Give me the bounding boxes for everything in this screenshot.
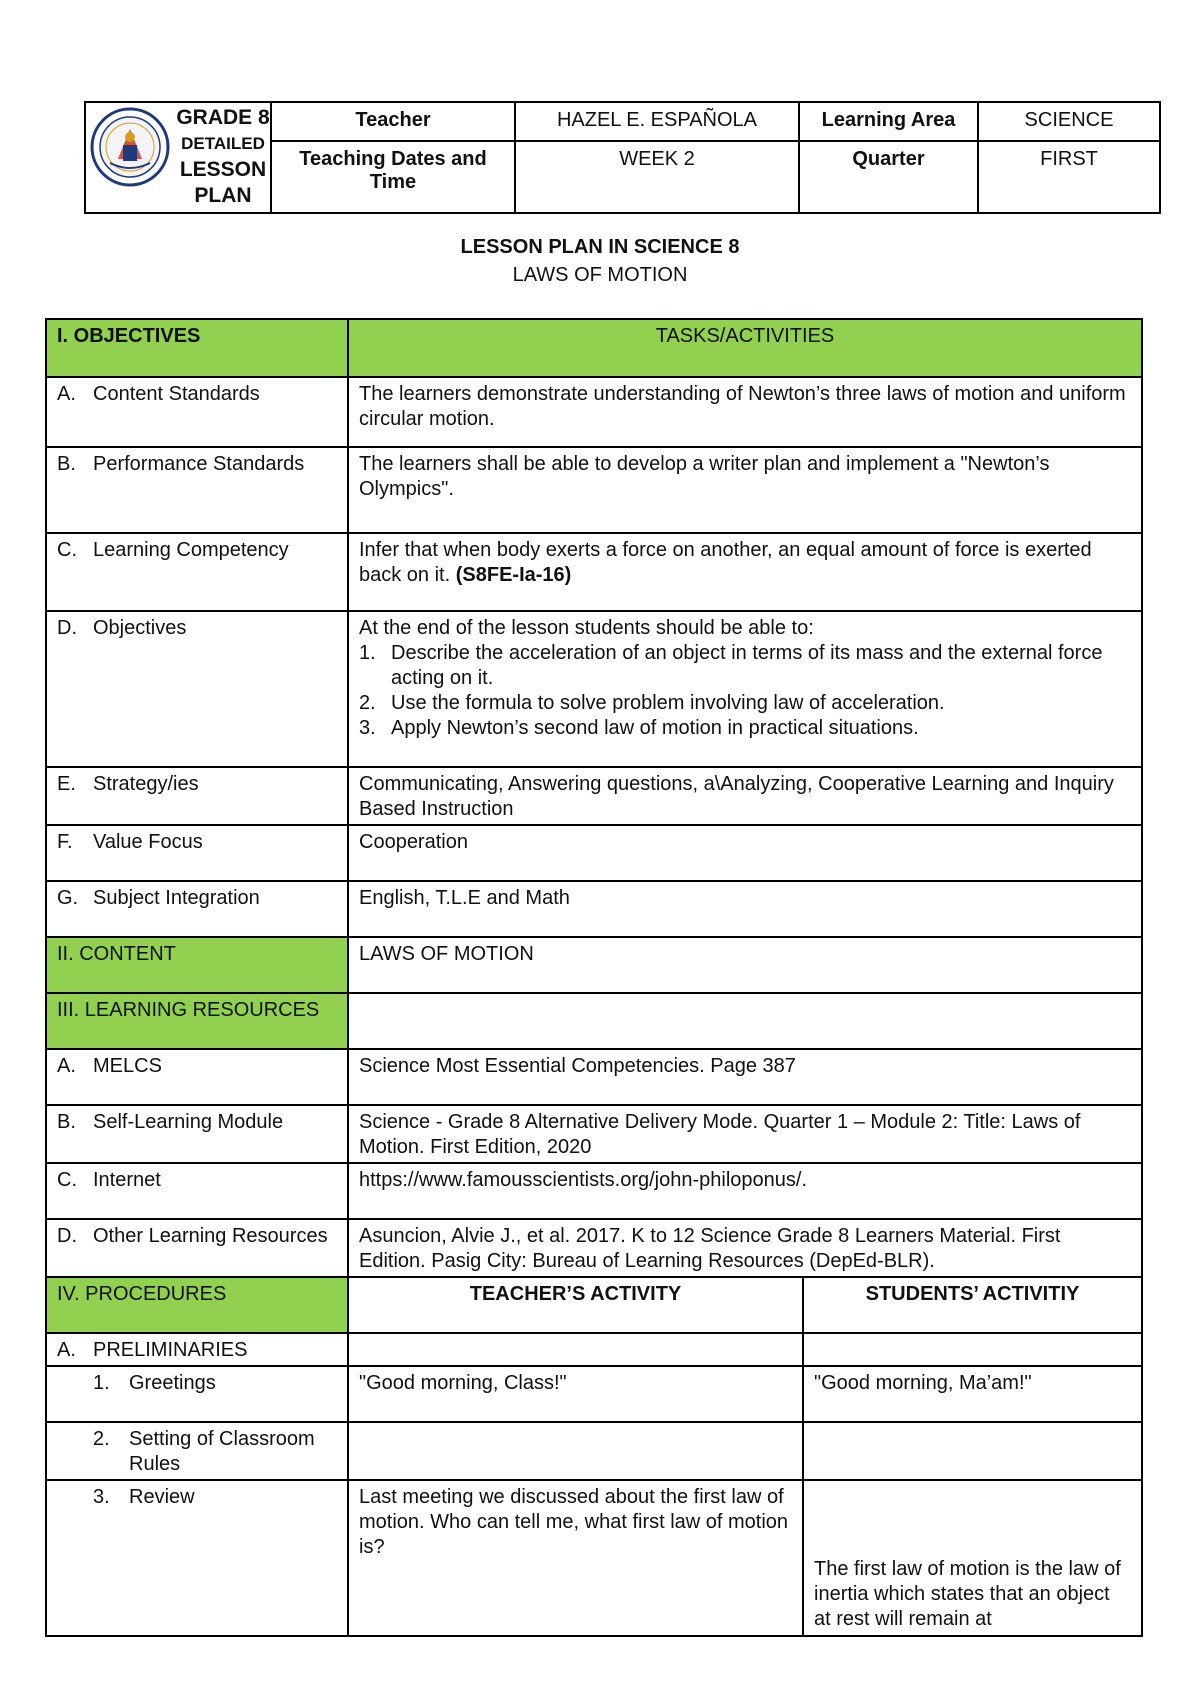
page-title: LESSON PLAN IN SCIENCE 8 xyxy=(460,236,740,258)
students-activity: The first law of motion is the law of inertia which states that an object at rest will remain at xyxy=(803,1480,1142,1636)
table-row xyxy=(46,993,1142,1049)
row-number: 3. xyxy=(93,1486,110,1508)
teacher-activity: "Good morning, Class!" xyxy=(348,1366,803,1422)
grade-line1: GRADE 8 xyxy=(176,106,270,129)
teacher-value: HAZEL E. ESPAÑOLA xyxy=(515,102,799,141)
row-mark: A. xyxy=(57,383,76,405)
row-label: MELCS xyxy=(93,1055,162,1077)
row-mark: D. xyxy=(57,617,77,639)
row-label: Value Focus xyxy=(93,831,203,853)
table-row xyxy=(46,1105,1142,1163)
students-activity: "Good morning, Ma’am!" xyxy=(803,1366,1142,1422)
empty-cell xyxy=(803,1333,1142,1366)
row-value: The learners shall be able to develop a writer plan and implement a "Newton’s Olympics". xyxy=(348,447,1142,533)
row-label: Content Standards xyxy=(93,383,260,405)
procedures-label: IV. PROCEDURES xyxy=(46,1277,348,1333)
teacher-activity xyxy=(348,1422,803,1480)
row-value: The learners demonstrate understanding of Newton’s three laws of motion and uniform circular motion. xyxy=(348,377,1142,447)
competency-code: (S8FE-Ia-16) xyxy=(455,564,572,586)
table-row xyxy=(46,1366,1142,1422)
content-value: LAWS OF MOTION xyxy=(348,937,1142,993)
grade-cell xyxy=(176,102,271,213)
quarter-value: FIRST xyxy=(978,141,1160,213)
internet-link[interactable]: https://www.famousscientists.org/john-philoponus/. xyxy=(348,1163,1142,1219)
row-value: English, T.L.E and Math xyxy=(348,881,1142,937)
table-row xyxy=(46,767,1142,825)
list-item xyxy=(359,691,1131,716)
row-value: Communicating, Answering questions, a\Analyzing, Cooperative Learning and Inquiry Based Instruction xyxy=(348,767,1142,825)
table-row xyxy=(46,1163,1142,1219)
row-label: Review xyxy=(129,1486,195,1508)
table-row xyxy=(46,1277,1142,1333)
row-mark: A. xyxy=(57,1055,76,1077)
row-mark: B. xyxy=(57,1111,76,1133)
table-row xyxy=(46,1333,1142,1366)
row-label: Internet xyxy=(93,1169,161,1191)
lesson-table xyxy=(45,318,1143,1637)
row-label: Subject Integration xyxy=(93,887,260,909)
header-table xyxy=(84,101,1161,214)
row-mark: F. xyxy=(57,831,73,853)
row-label: Setting of Classroom Rules xyxy=(129,1428,315,1475)
list-text: Use the formula to solve problem involving law of acceleration. xyxy=(391,692,945,714)
row-value: Infer that when body exerts a force on another, an equal amount of force is exerted back on it. xyxy=(359,539,1092,586)
table-row xyxy=(46,611,1142,767)
list-text: Apply Newton’s second law of motion in practical situations. xyxy=(391,717,919,739)
table-row xyxy=(46,1049,1142,1105)
table-row xyxy=(46,533,1142,611)
table-row xyxy=(46,881,1142,937)
list-number: 2. xyxy=(359,692,376,714)
logo-cell xyxy=(85,102,176,213)
row-value: Cooperation xyxy=(348,825,1142,881)
row-mark: A. xyxy=(57,1339,76,1361)
list-text: Describe the acceleration of an object in terms of its mass and the external force acting on it. xyxy=(391,642,1103,689)
table-row xyxy=(46,447,1142,533)
row-label: Self-Learning Module xyxy=(93,1111,284,1133)
row-value: Science Most Essential Competencies. Page 387 xyxy=(348,1049,1142,1105)
row-number: 2. xyxy=(93,1428,110,1450)
empty-cell xyxy=(348,1333,803,1366)
row-mark: G. xyxy=(57,887,79,909)
dates-value: WEEK 2 xyxy=(515,141,799,213)
table-row xyxy=(46,1219,1142,1277)
students-activity xyxy=(803,1422,1142,1480)
row-label: Performance Standards xyxy=(93,453,305,475)
row-mark: D. xyxy=(57,1225,77,1247)
objectives-list xyxy=(359,641,1131,741)
row-value: Asuncion, Alvie J., et al. 2017. K to 12 Science Grade 8 Learners Material. First Edition. Pasig City: Bureau of Learning Resources (DepEd-BLR). xyxy=(348,1219,1142,1277)
learning-area-value: SCIENCE xyxy=(978,102,1160,141)
page-subtitle: LAWS OF MOTION xyxy=(512,264,688,286)
list-item xyxy=(359,641,1131,691)
row-label: Strategy/ies xyxy=(93,773,199,795)
row-mark: C. xyxy=(57,1169,77,1191)
teacher-activity: Last meeting we discussed about the first law of motion. Who can tell me, what first law of motion is? xyxy=(348,1480,803,1636)
dates-label: Teaching Dates and Time xyxy=(271,141,515,213)
table-row xyxy=(46,937,1142,993)
table-row xyxy=(46,825,1142,881)
deped-seal-icon xyxy=(90,107,170,187)
list-number: 3. xyxy=(359,717,376,739)
row-label: Objectives xyxy=(93,617,187,639)
content-label: II. CONTENT xyxy=(46,937,348,993)
resources-empty xyxy=(348,993,1142,1049)
objectives-header: I. OBJECTIVES xyxy=(46,319,348,377)
row-label: Learning Competency xyxy=(93,539,289,561)
row-mark: B. xyxy=(57,453,76,475)
tasks-header: TASKS/ACTIVITIES xyxy=(348,319,1142,377)
resources-label: III. LEARNING RESOURCES xyxy=(46,993,348,1049)
objectives-intro: At the end of the lesson students should be able to: xyxy=(359,617,814,639)
row-label: Greetings xyxy=(129,1372,216,1394)
row-number: 1. xyxy=(93,1372,110,1394)
table-row xyxy=(46,377,1142,447)
teacher-activity-header: TEACHER’S ACTIVITY xyxy=(348,1277,803,1333)
row-value: Science - Grade 8 Alternative Delivery Mode. Quarter 1 – Module 2: Title: Laws of Motion. First Edition, 2020 xyxy=(348,1105,1142,1163)
teacher-label: Teacher xyxy=(271,102,515,141)
row-mark: E. xyxy=(57,773,76,795)
table-row xyxy=(46,1422,1142,1480)
grade-line2: DETAILED xyxy=(181,134,265,153)
learning-area-label: Learning Area xyxy=(799,102,978,141)
grade-line4: PLAN xyxy=(194,184,252,207)
list-item xyxy=(359,716,1131,741)
row-mark: C. xyxy=(57,539,77,561)
quarter-label: Quarter xyxy=(799,141,978,213)
row-label: Other Learning Resources xyxy=(93,1225,328,1247)
list-number: 1. xyxy=(359,642,376,664)
students-activity-header: STUDENTS’ ACTIVITIY xyxy=(803,1277,1142,1333)
row-label: PRELIMINARIES xyxy=(93,1339,248,1361)
grade-line3: LESSON xyxy=(179,158,267,181)
table-row xyxy=(46,1480,1142,1636)
